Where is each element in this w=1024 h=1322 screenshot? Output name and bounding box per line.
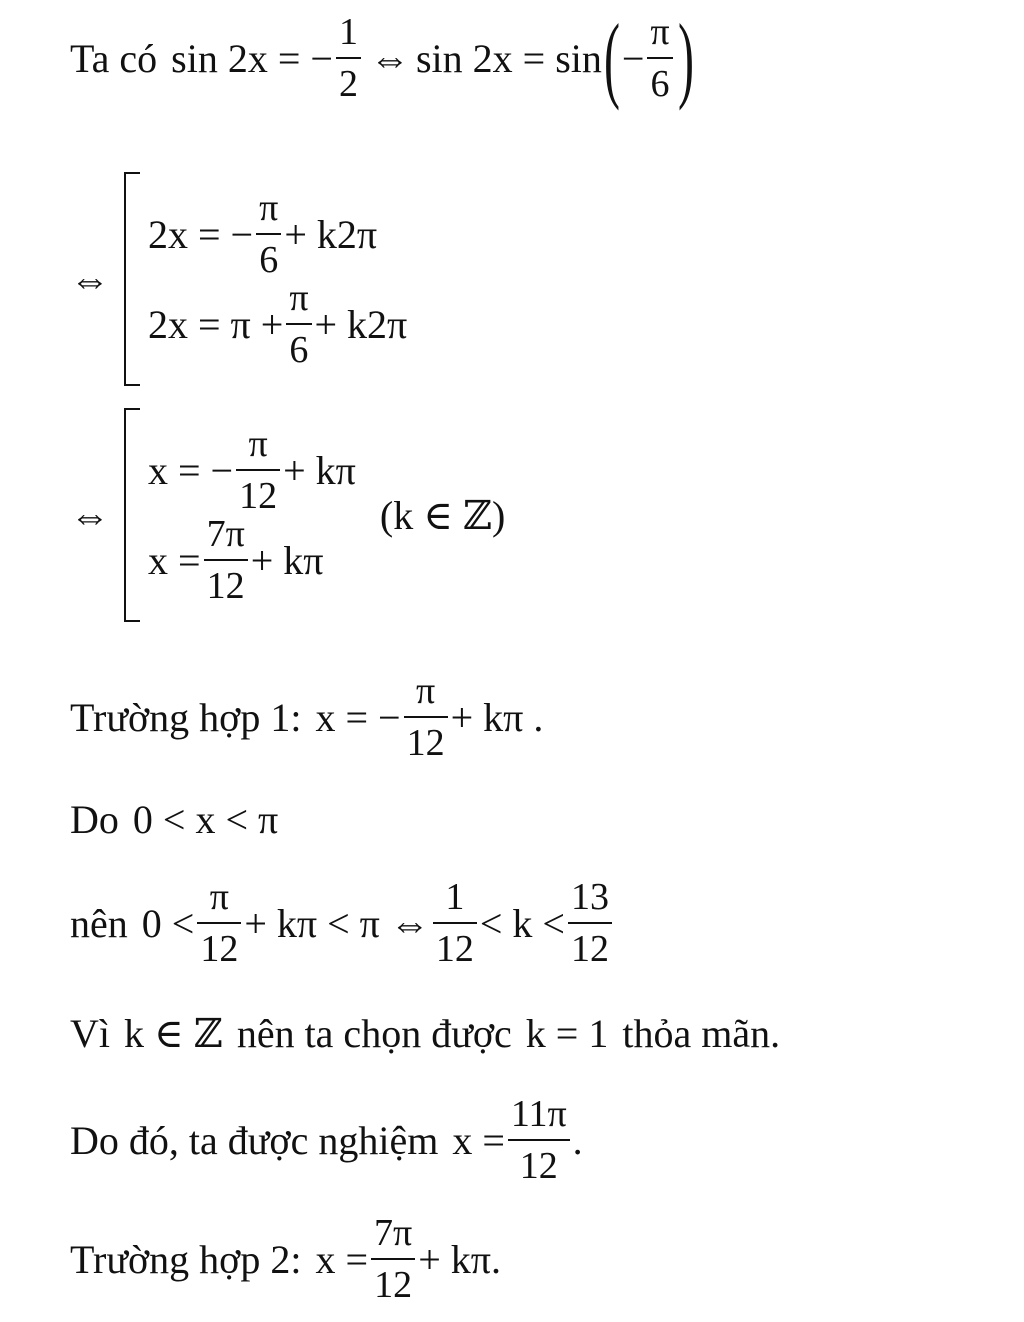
system-row: x = − $\frac{\pi}{12}$ + kπ [148, 423, 356, 517]
line-vi: Vì k ∈ ℤ nên ta chọn được k = 1 thỏa mãn. [70, 1011, 781, 1056]
line-case-2: Trường hợp 2: x = $\frac{7\pi}{12}$ + kπ. [70, 1212, 501, 1306]
bracket [124, 172, 140, 386]
line-do: Do 0 < x < π [70, 797, 279, 842]
system-row: 2x = π + $\frac{\pi}{6}$ + k2π [148, 277, 408, 371]
line-case-1: Trường hợp 1: x = − $\frac{\pi}{12}$ + kπ . [70, 670, 544, 764]
right-paren: ) [677, 4, 694, 111]
left-paren: ( [603, 4, 620, 111]
prefix-text: Ta có [70, 35, 158, 81]
equation-sin2x: sin 2x = − $\frac{1}{2}$ ⇔ sin 2x = sin ( − $\frac{\pi}{6}$ ) [171, 4, 694, 111]
bracket [124, 408, 140, 622]
system-row: 2x = − $\frac{\pi}{6}$ + k2π [148, 187, 378, 281]
line-do-do: Do đó, ta được nghiệm x = $\frac{11\pi}{12}$ . [70, 1093, 583, 1187]
system-x [70, 408, 505, 622]
system-row: x = $\frac{7\pi}{12}$ + kπ [148, 513, 324, 607]
fraction: $\frac{\pi}{6}$ [647, 13, 672, 103]
system-2x [70, 172, 407, 386]
line-ta-co [70, 4, 696, 111]
equiv-symbol: ⇔ [70, 492, 110, 538]
fraction: $\frac{1}{2}$ [336, 13, 361, 103]
line-nen: nên 0 < $\frac{\pi}{12}$ + kπ < π ⇔ $\frac{1}{12}$ < k < $\frac{13}{12}$ [70, 878, 615, 968]
equiv-symbol: ⇔ [70, 256, 110, 302]
k-condition: (k ∈ ℤ) [379, 492, 506, 538]
